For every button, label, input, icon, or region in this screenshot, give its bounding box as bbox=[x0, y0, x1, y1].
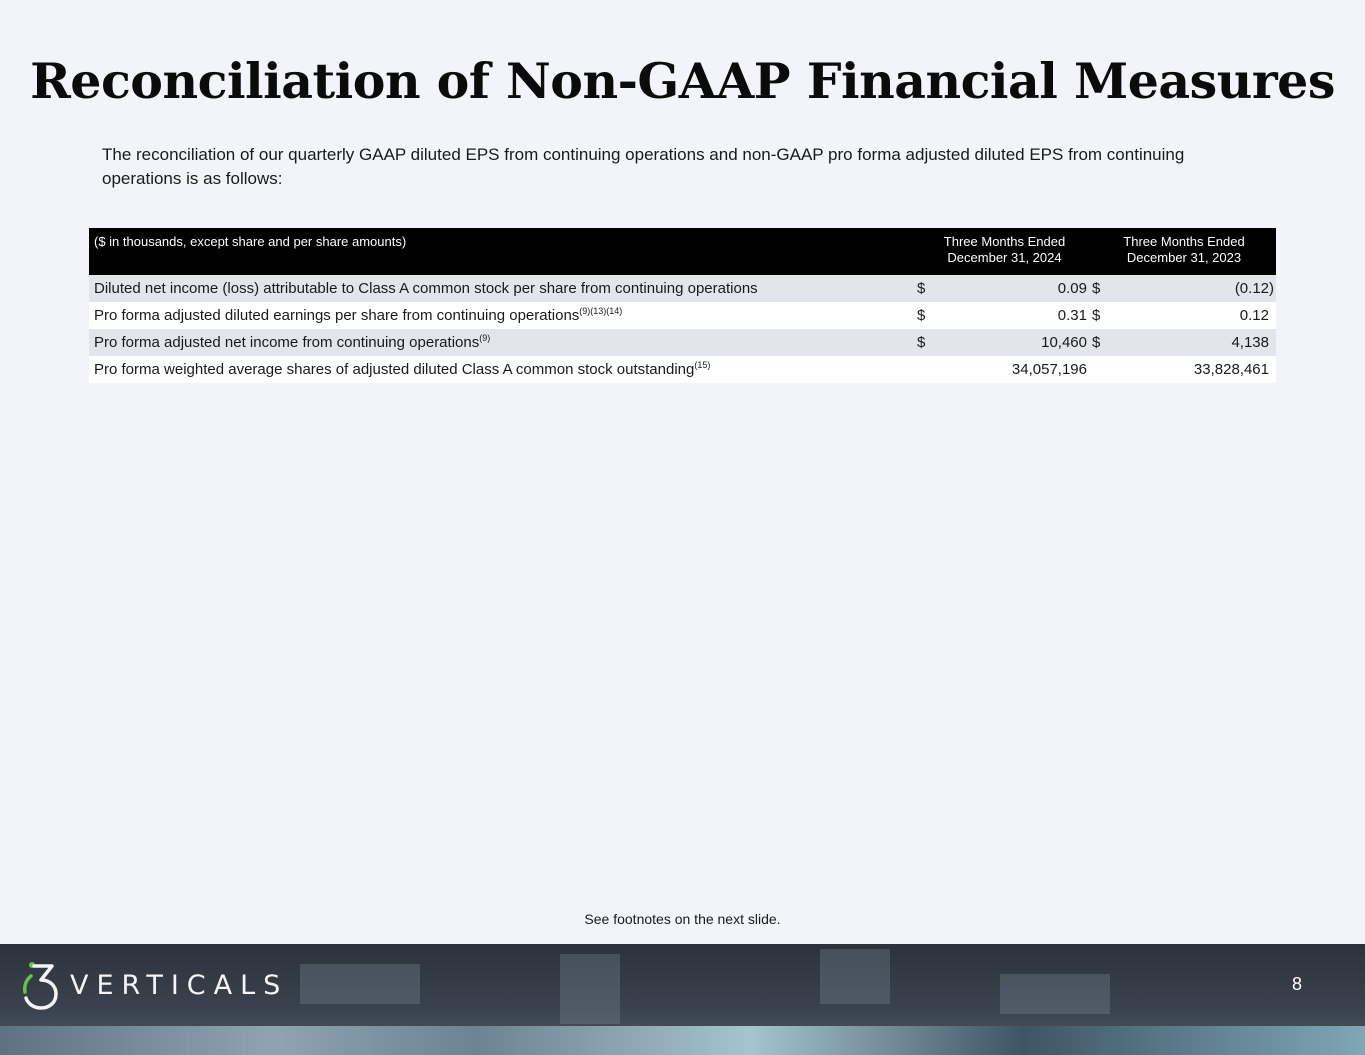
header-period-2023-line2: December 31, 2023 bbox=[1126, 250, 1242, 265]
page-title: Reconciliation of Non-GAAP Financial Measures bbox=[30, 52, 1335, 110]
company-logo bbox=[22, 960, 288, 1010]
footer-background-shape bbox=[820, 949, 890, 1004]
footnote-ref: (9)(13)(14) bbox=[579, 306, 623, 316]
currency-symbol: $ bbox=[917, 275, 934, 302]
footer-streak bbox=[0, 1026, 1365, 1055]
currency-symbol: $ bbox=[917, 329, 934, 356]
row-label-text: Pro forma weighted average shares of adjusted diluted Class A common stock outstanding bbox=[94, 361, 695, 378]
value-2023: 33,828,461 bbox=[1109, 356, 1276, 383]
currency-symbol: $ bbox=[1092, 275, 1109, 302]
footer-background-shape bbox=[300, 964, 420, 1004]
header-period-2024 bbox=[917, 228, 1092, 275]
row-label-text: Pro forma adjusted diluted earnings per share from continuing operations bbox=[94, 307, 580, 324]
row-label bbox=[89, 302, 917, 329]
table-row bbox=[89, 275, 1276, 302]
row-label bbox=[89, 329, 917, 356]
footnote-ref: (15) bbox=[694, 360, 711, 370]
see-footnotes-note: See footnotes on the next slide. bbox=[584, 911, 781, 927]
header-period-2023 bbox=[1092, 228, 1276, 275]
value-2023: 4,138 bbox=[1109, 329, 1276, 356]
table-row bbox=[89, 356, 1276, 383]
currency-symbol: $ bbox=[1092, 302, 1109, 329]
value-2023: 0.12 bbox=[1109, 302, 1276, 329]
page-number: 8 bbox=[1291, 974, 1302, 994]
footer-background-shape bbox=[560, 954, 620, 1024]
row-label bbox=[89, 275, 917, 302]
value-2024: 34,057,196 bbox=[934, 356, 1092, 383]
intro-paragraph: The reconciliation of our quarterly GAAP diluted EPS from continuing operations and non-GAAP pro forma adjusted diluted EPS from continuing operations is as follows: bbox=[102, 145, 1185, 188]
value-2023: (0.12) bbox=[1109, 275, 1276, 302]
value-2024: 0.31 bbox=[934, 302, 1092, 329]
i3-logo-icon bbox=[22, 960, 60, 1010]
row-label bbox=[89, 356, 917, 383]
table-row bbox=[89, 302, 1276, 329]
table-row bbox=[89, 329, 1276, 356]
header-period-2024-line2: December 31, 2024 bbox=[947, 250, 1062, 265]
header-period-2023-line1: Three Months Ended bbox=[1123, 234, 1245, 249]
row-label-text: Pro forma adjusted net income from continuing operations bbox=[94, 334, 480, 351]
currency-symbol: $ bbox=[1092, 329, 1109, 356]
logo-wordmark: VERTICALS bbox=[70, 969, 289, 1001]
currency-symbol bbox=[917, 356, 934, 383]
row-label-text: Diluted net income (loss) attributable to Class A common stock per share from continuing operations bbox=[94, 280, 758, 297]
header-units-label: ($ in thousands, except share and per share amounts) bbox=[89, 228, 917, 275]
value-2024: 0.09 bbox=[934, 275, 1092, 302]
footer-background-shape bbox=[1000, 974, 1110, 1014]
header-period-2024-line1: Three Months Ended bbox=[943, 234, 1066, 249]
reconciliation-table bbox=[89, 228, 1276, 383]
currency-symbol: $ bbox=[917, 302, 934, 329]
footnote-ref: (9) bbox=[479, 333, 491, 343]
currency-symbol bbox=[1092, 356, 1109, 383]
value-2024: 10,460 bbox=[934, 329, 1092, 356]
table-header-row bbox=[89, 228, 1276, 275]
